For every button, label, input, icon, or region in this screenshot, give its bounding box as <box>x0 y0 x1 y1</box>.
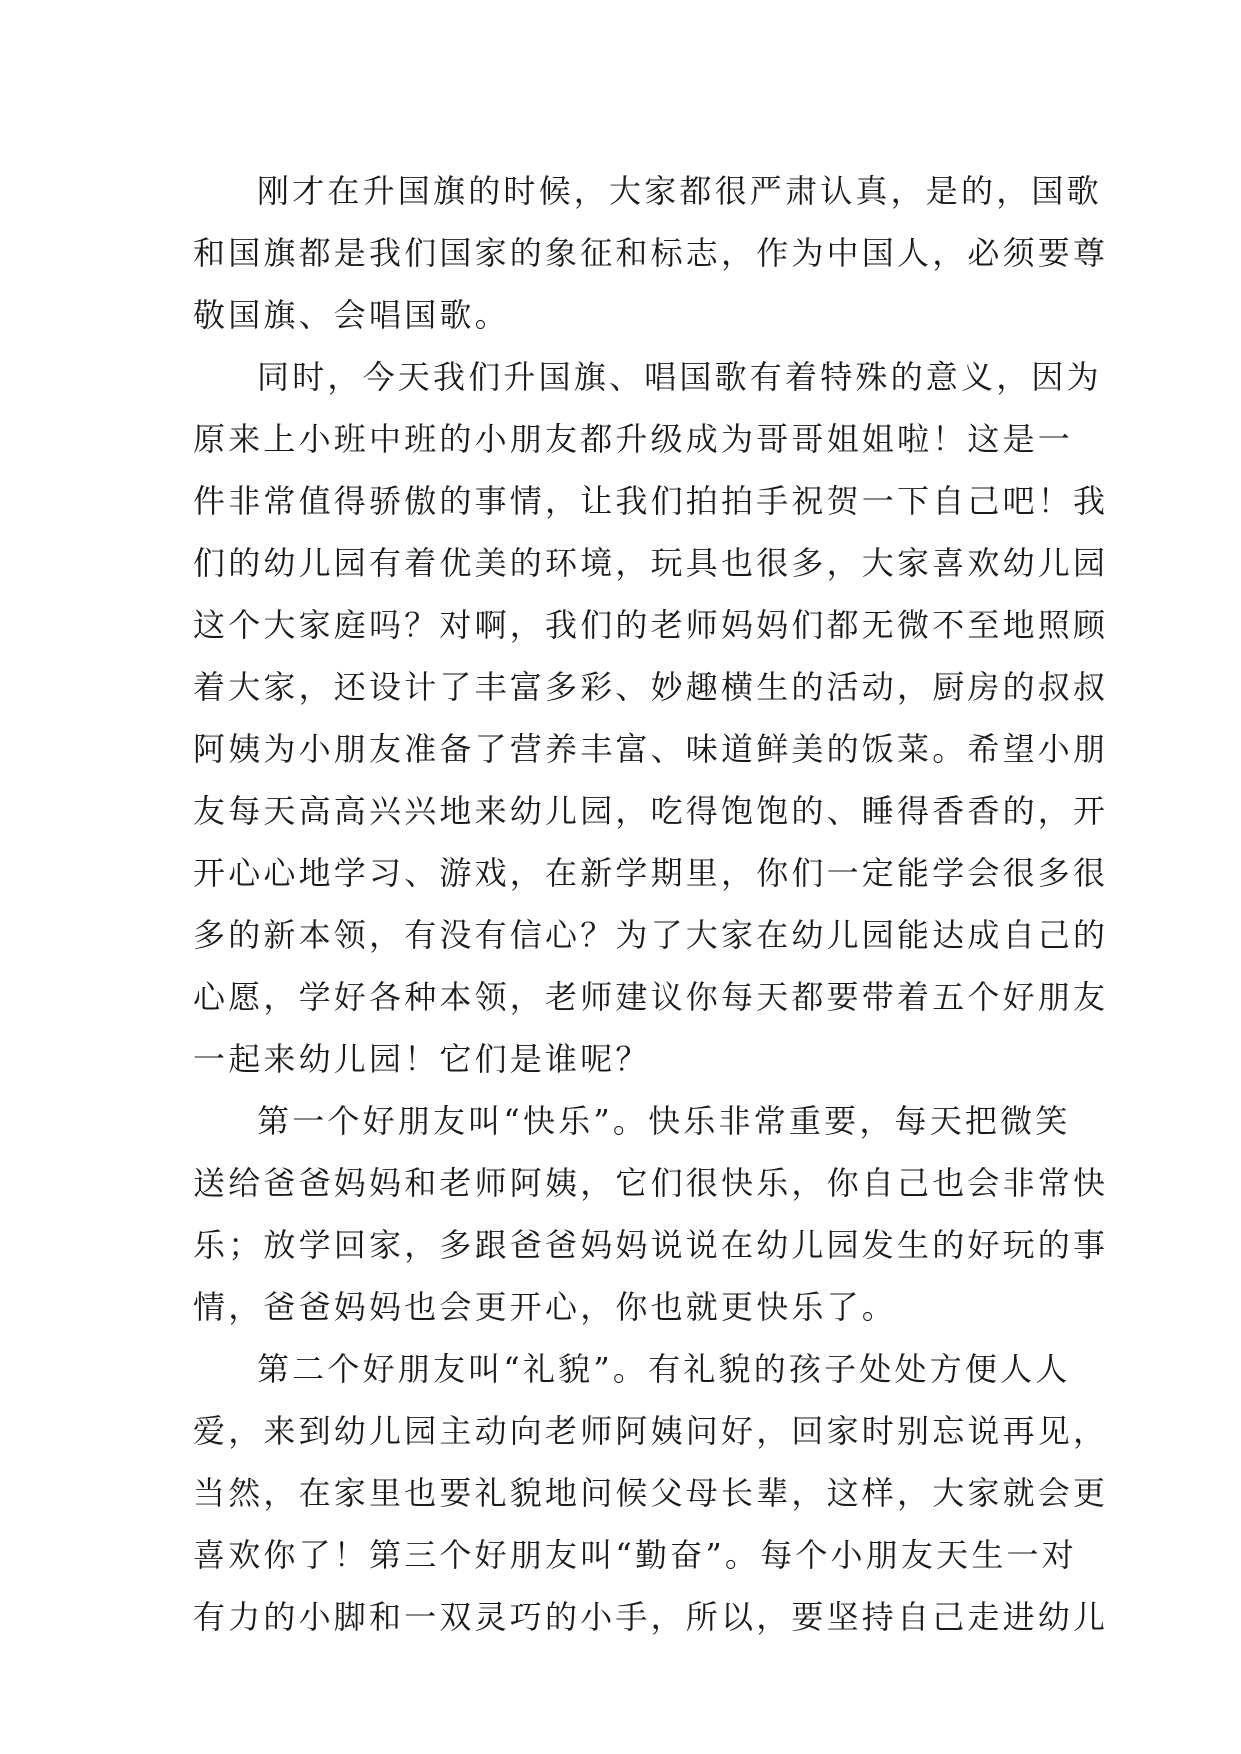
text-line: 这个大家庭吗？对啊，我们的老师妈妈们都无微不至地照顾 <box>193 606 1109 644</box>
text-line: 送给爸爸妈妈和老师阿姨，它们很快乐，你自己也会非常快 <box>193 1164 1109 1202</box>
text-line: 乐；放学回家，多跟爸爸妈妈说说在幼儿园发生的好玩的事 <box>193 1226 1109 1264</box>
text-line: 和国旗都是我们国家的象征和标志，作为中国人，必须要尊 <box>193 234 1109 272</box>
text-line: 原来上小班中班的小朋友都升级成为哥哥姐姐啦！这是一 <box>193 420 1074 458</box>
text-line: 们的幼儿园有着优美的环境，玩具也很多，大家喜欢幼儿园 <box>193 544 1109 582</box>
text-line: 同时，今天我们升国旗、唱国歌有着特殊的意义，因为 <box>257 358 1102 396</box>
text-line: 敬国旗、会唱国歌。 <box>193 296 510 334</box>
text-line: 一起来幼儿园！它们是谁呢？ <box>193 1040 651 1078</box>
text-line: 友每天高高兴兴地来幼儿园，吃得饱饱的、睡得香香的，开 <box>193 792 1109 830</box>
text-line: 刚才在升国旗的时候，大家都很严肃认真，是的，国歌 <box>257 172 1102 210</box>
text-line: 多的新本领，有没有信心？为了大家在幼儿园能达成自己的 <box>193 916 1109 954</box>
text-line: 心愿，学好各种本领，老师建议你每天都要带着五个好朋友 <box>193 978 1109 1016</box>
text-line: 情，爸爸妈妈也会更开心，你也就更快乐了。 <box>193 1288 898 1326</box>
text-line: 着大家，还设计了丰富多彩、妙趣横生的活动，厨房的叔叔 <box>193 668 1109 706</box>
text-line: 当然，在家里也要礼貌地问候父母长辈，这样，大家就会更 <box>193 1474 1109 1512</box>
text-line: 阿姨为小朋友准备了营养丰富、味道鲜美的饭菜。希望小朋 <box>193 730 1109 768</box>
document-body <box>193 160 1109 1648</box>
text-line: 爱，来到幼儿园主动向老师阿姨问好，回家时别忘说再见， <box>193 1412 1109 1450</box>
text-line: 第二个好朋友叫“礼貌”。有礼貌的孩子处处方便人人 <box>257 1350 1071 1388</box>
text-line: 件非常值得骄傲的事情，让我们拍拍手祝贺一下自己吧！我 <box>193 482 1109 520</box>
text-line: 喜欢你了！第三个好朋友叫“勤奋”。每个小朋友天生一对 <box>193 1536 1077 1574</box>
text-line: 第一个好朋友叫“快乐”。快乐非常重要，每天把微笑 <box>257 1102 1071 1140</box>
text-line: 有力的小脚和一双灵巧的小手，所以，要坚持自己走进幼儿 <box>193 1598 1109 1636</box>
text-line: 开心心地学习、游戏，在新学期里，你们一定能学会很多很 <box>193 854 1109 892</box>
